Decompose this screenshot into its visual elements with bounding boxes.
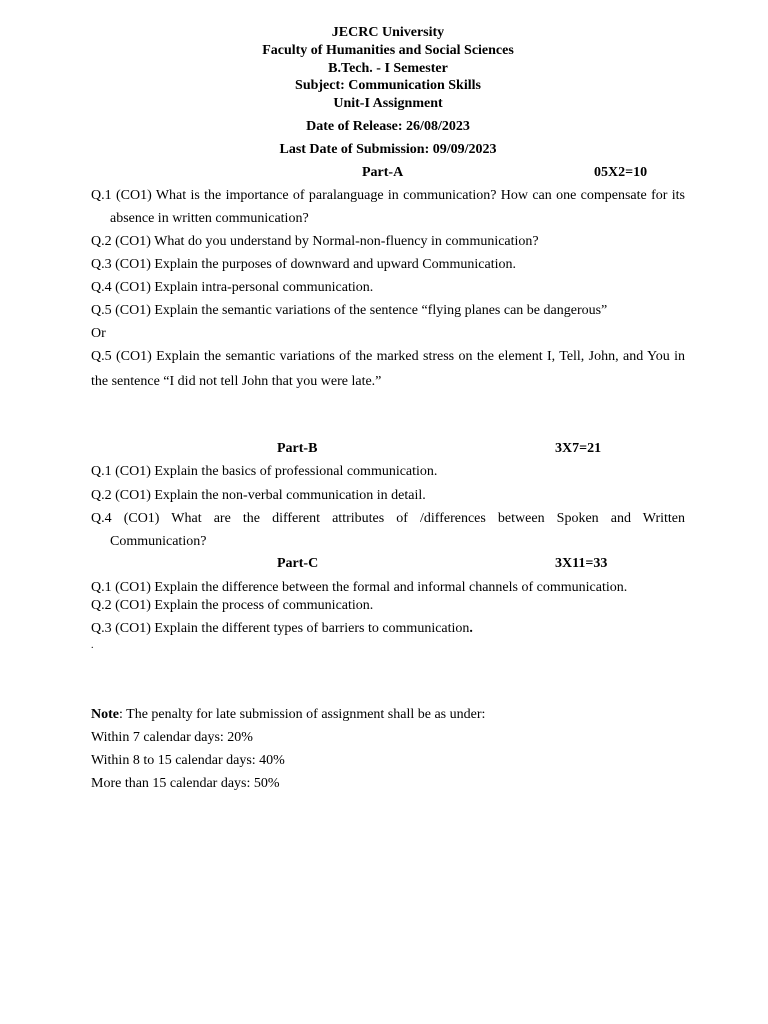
part-a-q1-line2: absence in written communication? xyxy=(110,211,309,226)
part-c-marks: 3X11=33 xyxy=(555,556,608,571)
submission-date: Last Date of Submission: 09/09/2023 xyxy=(279,142,497,157)
part-c-q1: Q.1 (CO1) Explain the difference between the formal and informal channels of communication. xyxy=(91,580,628,595)
part-a-q5-alt-line2: the sentence “I did not tell John that you were late.” xyxy=(91,374,382,389)
faculty-name: Faculty of Humanities and Social Sciences xyxy=(262,43,514,58)
part-a-q4: Q.4 (CO1) Explain intra-personal communication. xyxy=(91,280,374,295)
university-name: JECRC University xyxy=(331,25,445,40)
part-c-title: Part-C xyxy=(277,556,319,571)
part-c-q2: Q.2 (CO1) Explain the process of communication. xyxy=(91,598,374,613)
part-a-q5-alt-line1: Q.5 (CO1) Explain the semantic variations of the marked stress on the element I, Tell, John, and You in xyxy=(91,349,685,364)
part-c-q3-text: Q.3 (CO1) Explain the different types of barriers to communication xyxy=(91,621,470,636)
part-b-q2: Q.2 (CO1) Explain the non-verbal communication in detail. xyxy=(91,488,426,503)
part-a-title: Part-A xyxy=(362,165,404,180)
assignment-title: Unit-I Assignment xyxy=(333,96,443,111)
part-a-q1-line1: Q.1 (CO1) What is the importance of paralanguage in communication? How can one compensate for its xyxy=(91,188,685,203)
stray-dot: . xyxy=(91,640,94,651)
part-a-or: Or xyxy=(91,326,106,341)
part-a-q3: Q.3 (CO1) Explain the purposes of downward and upward Communication. xyxy=(91,257,516,272)
penalty-line-1: Within 7 calendar days: 20% xyxy=(91,730,253,745)
part-a-q2: Q.2 (CO1) What do you understand by Normal-non-fluency in communication? xyxy=(91,234,539,249)
part-b-q4-line2: Communication? xyxy=(110,534,207,549)
note-text: : The penalty for late submission of assignment shall be as under: xyxy=(119,707,486,722)
part-c-q3-period: . xyxy=(469,621,473,636)
note-line xyxy=(91,707,685,723)
penalty-line-2: Within 8 to 15 calendar days: 40% xyxy=(91,753,285,768)
part-b-title: Part-B xyxy=(277,441,318,456)
part-a-q5: Q.5 (CO1) Explain the semantic variations of the sentence “flying planes can be dangerous” xyxy=(91,303,608,318)
penalty-line-3: More than 15 calendar days: 50% xyxy=(91,776,280,791)
program-name: B.Tech. - I Semester xyxy=(328,61,448,76)
part-b-q4-line1: Q.4 (CO1) What are the different attributes of /differences between Spoken and Written xyxy=(91,511,685,526)
part-c-q3 xyxy=(91,621,685,637)
part-a-marks: 05X2=10 xyxy=(594,165,648,180)
subject-name: Subject: Communication Skills xyxy=(295,78,481,93)
part-b-q1: Q.1 (CO1) Explain the basics of professional communication. xyxy=(91,464,438,479)
part-b-marks: 3X7=21 xyxy=(555,441,602,456)
note-label: Note xyxy=(91,707,119,722)
release-date: Date of Release: 26/08/2023 xyxy=(306,119,470,134)
